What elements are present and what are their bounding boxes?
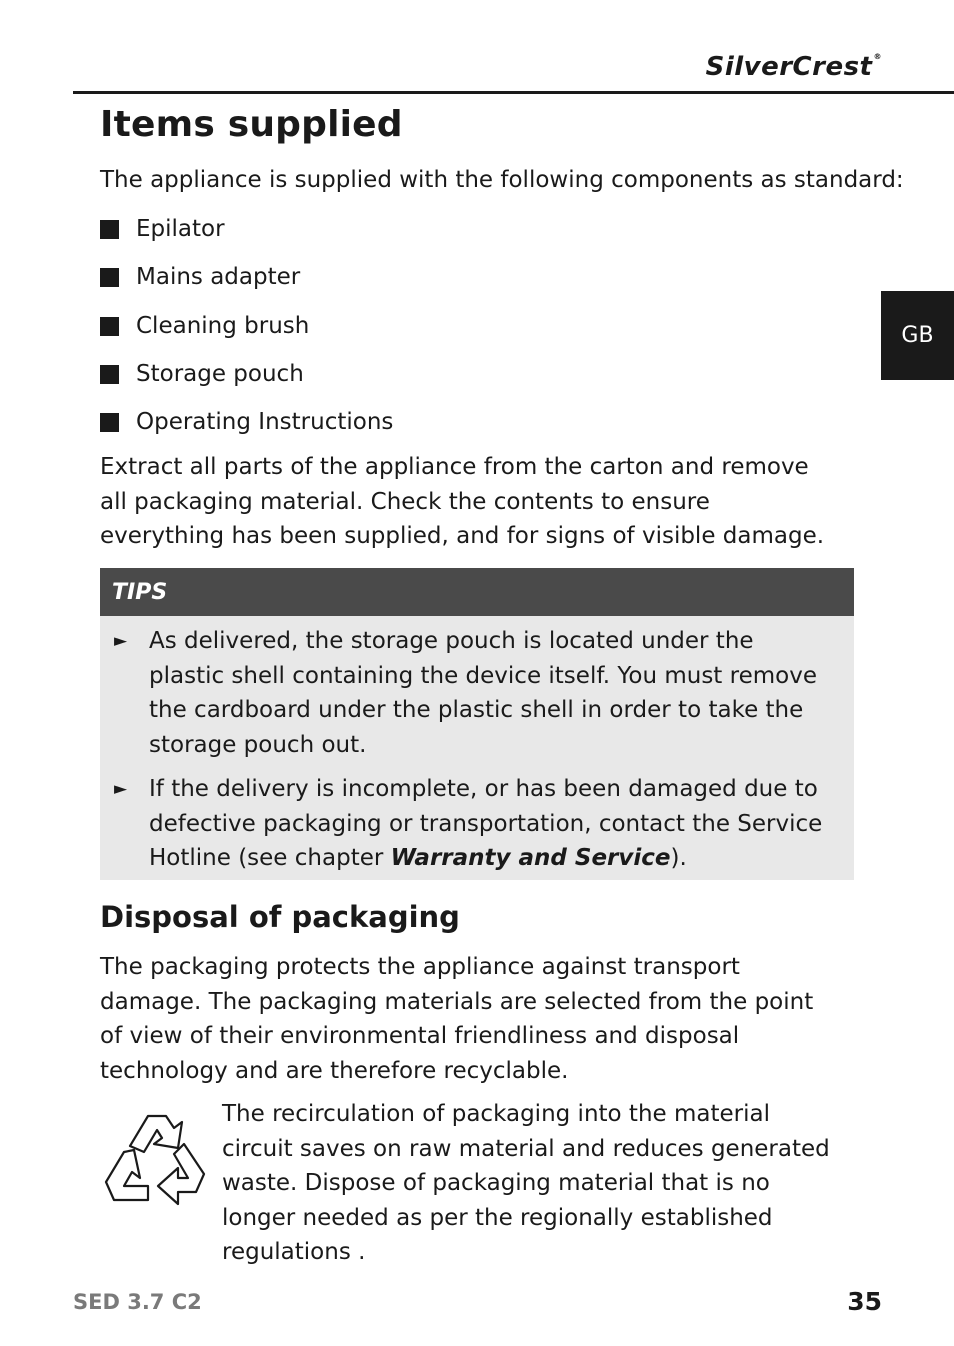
tip-text: As delivered, the storage pouch is located under the plastic shell containing the device itself. You must remove the cardboard under the plastic shell in order to take the storage pouch out. [149,628,817,758]
list-item [100,310,393,358]
recycling-paragraph: The recirculation of packaging into the material circuit saves on raw material and reduces generated waste. Dispose of packaging material that is no longer needed as per the regionally established regulations . [222,1101,830,1266]
language-tab-label: GB [901,323,934,348]
brand-logo: SilverCrest® [705,52,882,82]
list-item-label: Cleaning brush [136,312,310,339]
disposal-paragraph: The packaging protects the appliance against transport damage. The packaging materials are selected from the point of view of their environmental friendliness and disposal technology and are therefore recyclable. [100,954,814,1084]
model-number: SED 3.7 C2 [73,1290,202,1314]
list-item-label: Storage pouch [136,360,304,387]
square-bullet-icon [100,317,119,336]
page-number: 35 [847,1287,882,1316]
tip-item [100,624,840,762]
tip-text: If the delivery is incomplete, or has been damaged due to defective packaging or transportation, contact the Service Hotline (see chapter Warranty and Service). [149,776,823,872]
chapter-reference: Warranty and Service [390,845,671,872]
list-item [100,406,393,454]
arrow-right-icon: ► [114,631,128,651]
section-title-items-supplied: Items supplied [100,104,403,145]
list-item-label: Operating Instructions [136,409,394,436]
tips-box [100,568,854,880]
tip-item [100,772,840,876]
list-item [100,358,393,406]
list-item [100,261,393,309]
section-title-disposal: Disposal of packaging [100,900,460,934]
square-bullet-icon [100,365,119,384]
language-tab [881,291,954,380]
items-list [100,213,393,454]
square-bullet-icon [100,268,119,287]
header-rule [73,91,954,94]
arrow-right-icon: ► [114,779,128,799]
list-item-label: Mains adapter [136,264,301,291]
items-intro: The appliance is supplied with the following components as standard: [100,167,904,193]
tips-heading: TIPS [100,568,854,616]
unpacking-note: Extract all parts of the appliance from the carton and remove all packaging material. Check the contents to ensure everything has been supplied, and for signs of visible damage. [100,454,825,550]
square-bullet-icon [100,220,119,239]
list-item-label: Epilator [136,216,225,242]
square-bullet-icon [100,413,119,432]
list-item [100,213,393,261]
recycle-icon [100,1104,212,1210]
